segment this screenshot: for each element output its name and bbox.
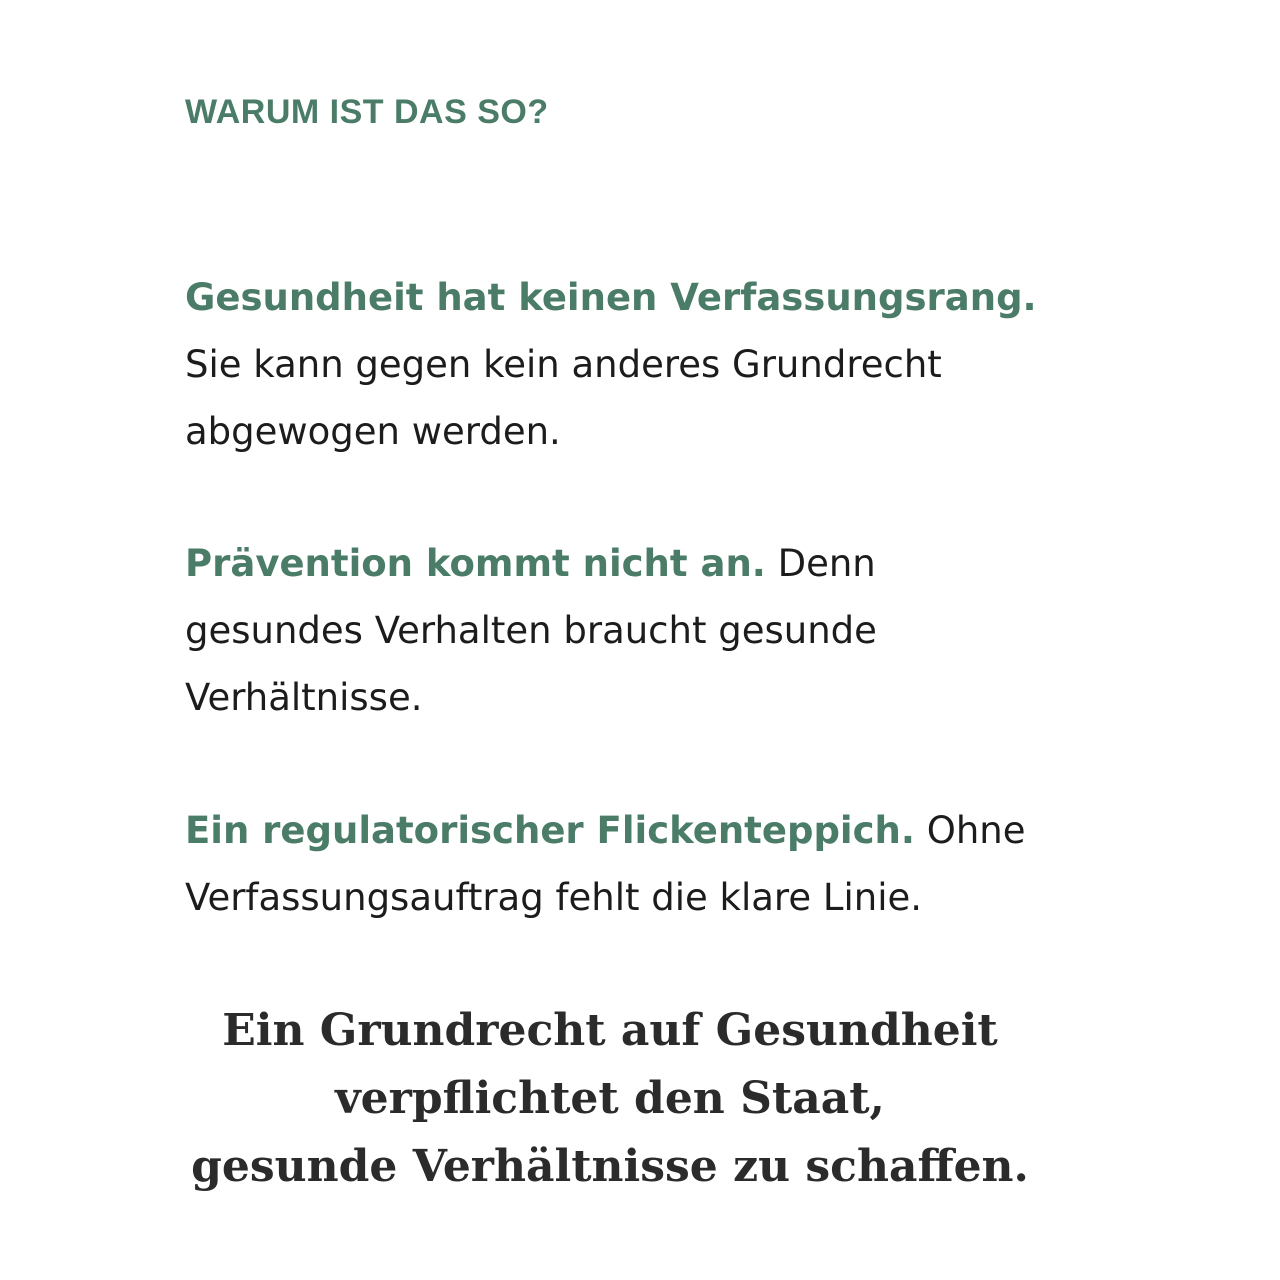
closing-line-1: Ein Grundrecht auf Gesundheit [222,1005,998,1056]
section-heading: WARUM IST DAS SO? [185,93,549,131]
point-health-constitution [185,264,1065,465]
closing-line-2: verpflichtet den Staat, [335,1073,885,1124]
point-prevention [185,530,1065,731]
point-lead: Gesundheit hat keinen Verfassungsrang. [185,276,1037,319]
point-lead: Prävention kommt nicht an. [185,542,766,585]
closing-line-3: gesunde Verhältnisse zu schaffen. [191,1141,1029,1192]
point-body: Ohne Verfassungsauftrag fehlt die klare Linie. [185,809,1026,919]
point-regulatory-patchwork [185,797,1065,931]
point-body: Sie kann gegen kein anderes Grundrecht abgewogen werden. [185,343,942,453]
point-body: Denn gesundes Verhalten braucht gesunde Verhältnisse. [185,542,877,719]
closing-statement [140,997,1080,1201]
point-lead: Ein regulatorischer Flickenteppich. [185,809,915,852]
